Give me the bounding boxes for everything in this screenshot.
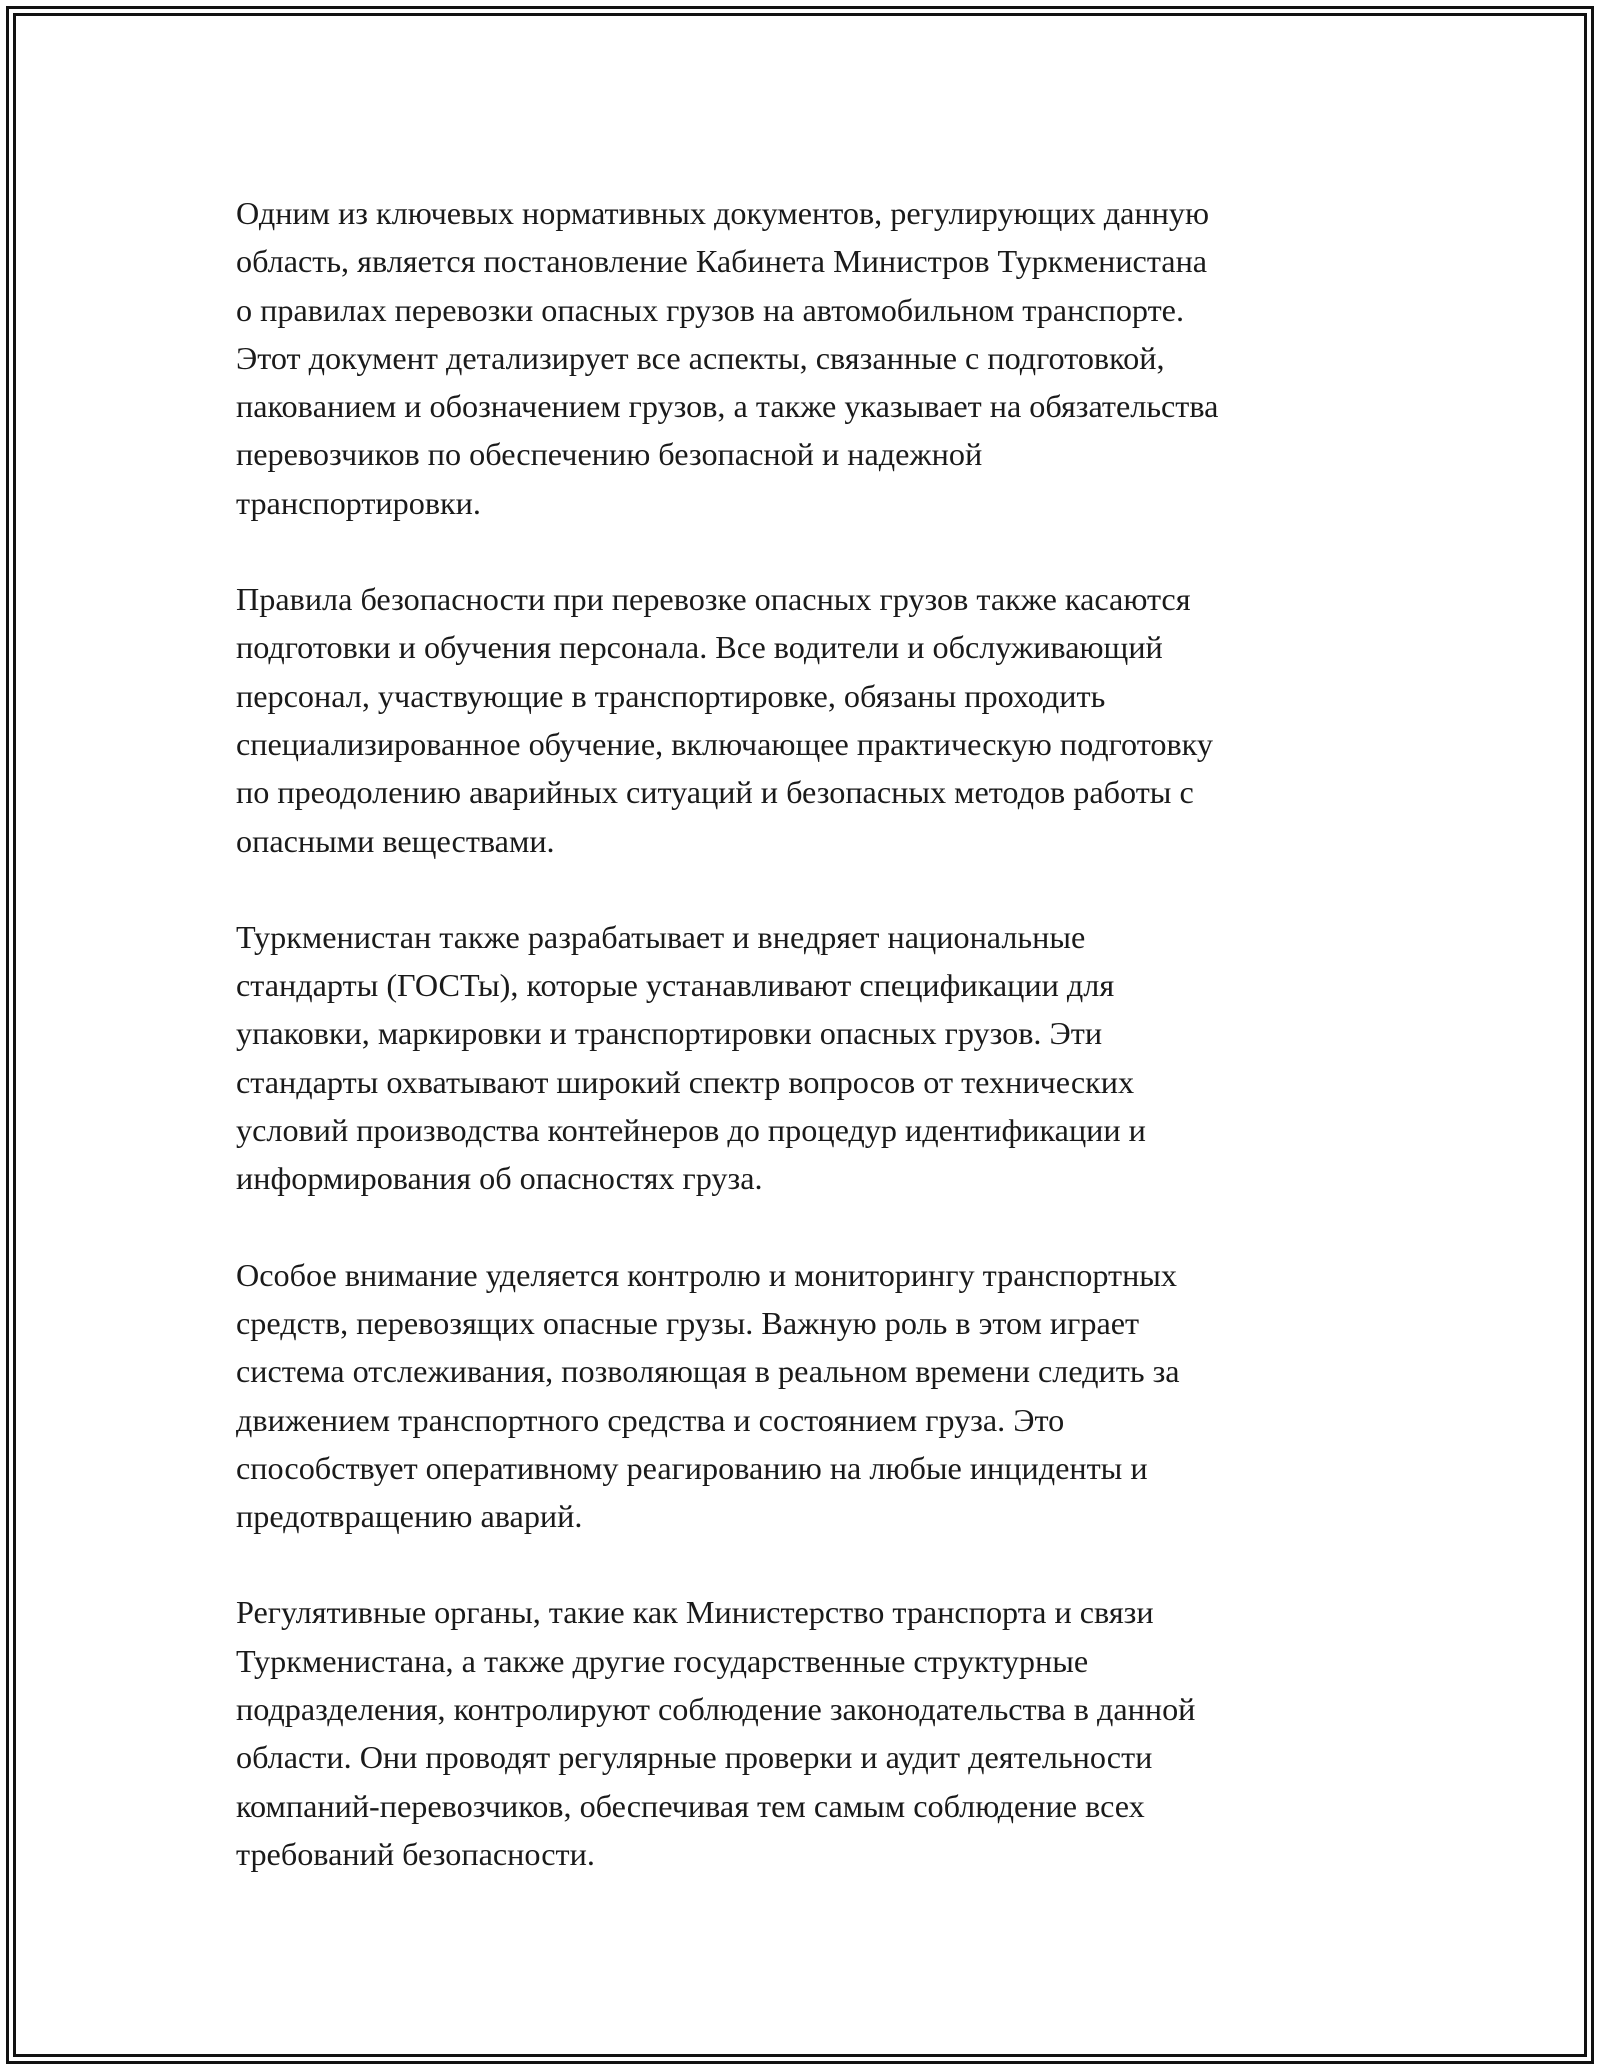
paragraph-4 [236, 1251, 1376, 1541]
text-line: предотвращению аварий. [236, 1498, 583, 1535]
text-line: способствует оперативному реагированию на любые инциденты и [236, 1449, 1148, 1486]
text-line: стандарты охватывают широкий спектр вопросов от технических [236, 1063, 1135, 1100]
text-line: Туркменистан также разрабатывает и внедряет национальные [236, 918, 1086, 955]
text-line: упаковки, маркировки и транспортировки опасных грузов. Эти [236, 1015, 1103, 1052]
text-line: персонал, участвующие в транспортировке, обязаны проходить [236, 677, 1106, 714]
text-line: о правилах перевозки опасных грузов на автомобильном транспорте. [236, 291, 1184, 328]
text-line: транспортировки. [236, 484, 481, 521]
text-line: компаний-перевозчиков, обеспечивая тем самым соблюдение всех [236, 1787, 1145, 1824]
text-line: Этот документ детализирует все аспекты, связанные с подготовкой, [236, 339, 1165, 376]
document-body [236, 189, 1376, 1926]
text-line: условий производства контейнеров до процедур идентификации и [236, 1112, 1146, 1149]
text-line: Одним из ключевых нормативных документов, регулирующих данную [236, 195, 1210, 231]
text-line: информирования об опасностях груза. [236, 1160, 763, 1197]
text-line: требований безопасности. [236, 1835, 595, 1872]
text-line: подготовки и обучения персонала. Все водители и обслуживающий [236, 629, 1163, 666]
text-line: средств, перевозящих опасные грузы. Важную роль в этом играет [236, 1304, 1140, 1341]
text-line: опасными веществами. [236, 822, 555, 859]
text-line: область, является постановление Кабинета Министров Туркменистана [236, 243, 1208, 280]
paragraph-1 [236, 189, 1376, 527]
text-line: перевозчиков по обеспечению безопасной и надежной [236, 436, 983, 473]
text-line: специализированное обучение, включающее практическую подготовку [236, 725, 1213, 762]
paragraph-3 [236, 913, 1376, 1203]
text-line: система отслеживания, позволяющая в реальном времени следить за [236, 1353, 1180, 1390]
paragraph-5 [236, 1588, 1376, 1878]
text-line: по преодолению аварийных ситуаций и безопасных методов работы с [236, 774, 1194, 811]
text-line: Регулятивные органы, такие как Министерство транспорта и связи [236, 1594, 1154, 1631]
text-line: Правила безопасности при перевозке опасных грузов также касаются [236, 581, 1191, 618]
text-line: Особое внимание уделяется контролю и мониторингу транспортных [236, 1256, 1178, 1293]
text-line: паковaнием и обозначением грузов, а также указывает на обязательства [236, 388, 1219, 425]
text-line: Туркменистана, а также другие государственные структурные [236, 1642, 1089, 1679]
text-line: движением транспортного средства и состоянием груза. Это [236, 1401, 1065, 1438]
text-line: подразделения, контролируют соблюдение законодательства в данной [236, 1691, 1196, 1728]
text-line: стандарты (ГОСТы), которые устанавливают спецификации для [236, 967, 1115, 1004]
paragraph-2 [236, 575, 1376, 865]
text-line: области. Они проводят регулярные проверки и аудит деятельности [236, 1739, 1153, 1776]
